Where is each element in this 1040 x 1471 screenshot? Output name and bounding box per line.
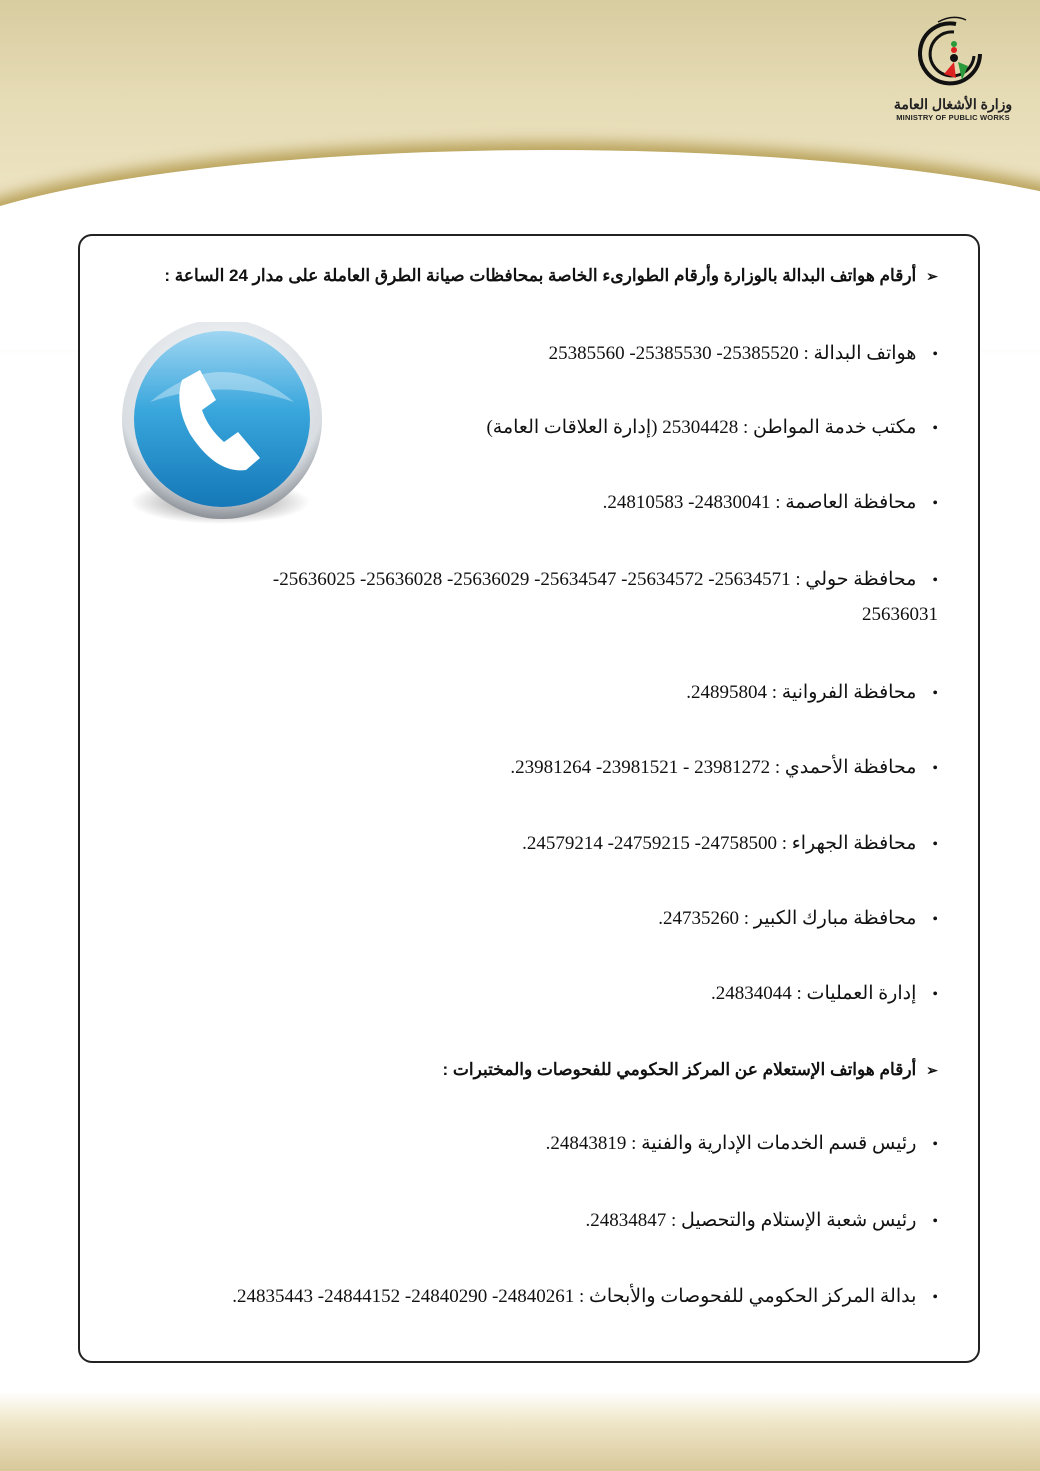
footer-banner bbox=[0, 1391, 1040, 1471]
list-item: • إدارة العمليات : 24834044. bbox=[711, 982, 938, 1005]
list-item: • رئيس قسم الخدمات الإدارية والفنية : 24843819. bbox=[546, 1132, 938, 1155]
list-item: • محافظة الأحمدي : 23981272 - 23981521- 23981264. bbox=[510, 756, 938, 779]
arrow-bullet-icon: ➢ bbox=[926, 1062, 938, 1078]
list-item: • مكتب خدمة المواطن : 25304428 (إدارة العلاقات العامة) bbox=[486, 416, 938, 439]
list-item: • رئيس شعبة الإستلام والتحصيل : 24834847. bbox=[585, 1209, 938, 1232]
logo-english-text: MINISTRY OF PUBLIC WORKS bbox=[896, 113, 1010, 122]
list-item: • هواتف البدالة : 25385520- 25385530- 25385560 bbox=[549, 342, 938, 365]
arrow-bullet-icon: ➢ bbox=[926, 268, 938, 284]
list-item: • بدالة المركز الحكومي للفحوصات والأبحاث : 24840261- 24840290- 24844152- 24835443. bbox=[232, 1285, 938, 1308]
list-item: • محافظة مبارك الكبير : 24735260. bbox=[658, 907, 938, 930]
section-heading-labs bbox=[443, 1060, 938, 1080]
phone-icon bbox=[120, 322, 330, 542]
heading-text: أرقام هواتف الإستعلام عن المركز الحكومي للفحوصات والمختبرات : bbox=[442, 1060, 917, 1079]
list-item: • محافظة العاصمة : 24830041- 24810583. bbox=[603, 491, 938, 514]
logo-emblem-icon bbox=[918, 14, 988, 94]
list-item: • محافظة الجهراء : 24758500- 24759215- 24579214. bbox=[522, 832, 938, 855]
section-heading-hotlines bbox=[164, 266, 938, 286]
ministry-logo bbox=[888, 14, 1018, 122]
list-item: • محافظة الفروانية : 24895804. bbox=[686, 681, 938, 704]
heading-text: أرقام هواتف البدالة بالوزارة وأرقام الطوارىء الخاصة بمحافظات صيانة الطرق العاملة على مدار 24 الساعة : bbox=[164, 266, 917, 285]
logo-arabic-text: وزارة الأشغال العامة bbox=[893, 96, 1013, 112]
header-banner bbox=[0, 0, 1040, 230]
list-item-continuation: 25636031 bbox=[862, 604, 938, 625]
list-item: • محافظة حولي : 25634571- 25634572- 25634547- 25636029- 25636028- 25636025- bbox=[273, 568, 938, 591]
